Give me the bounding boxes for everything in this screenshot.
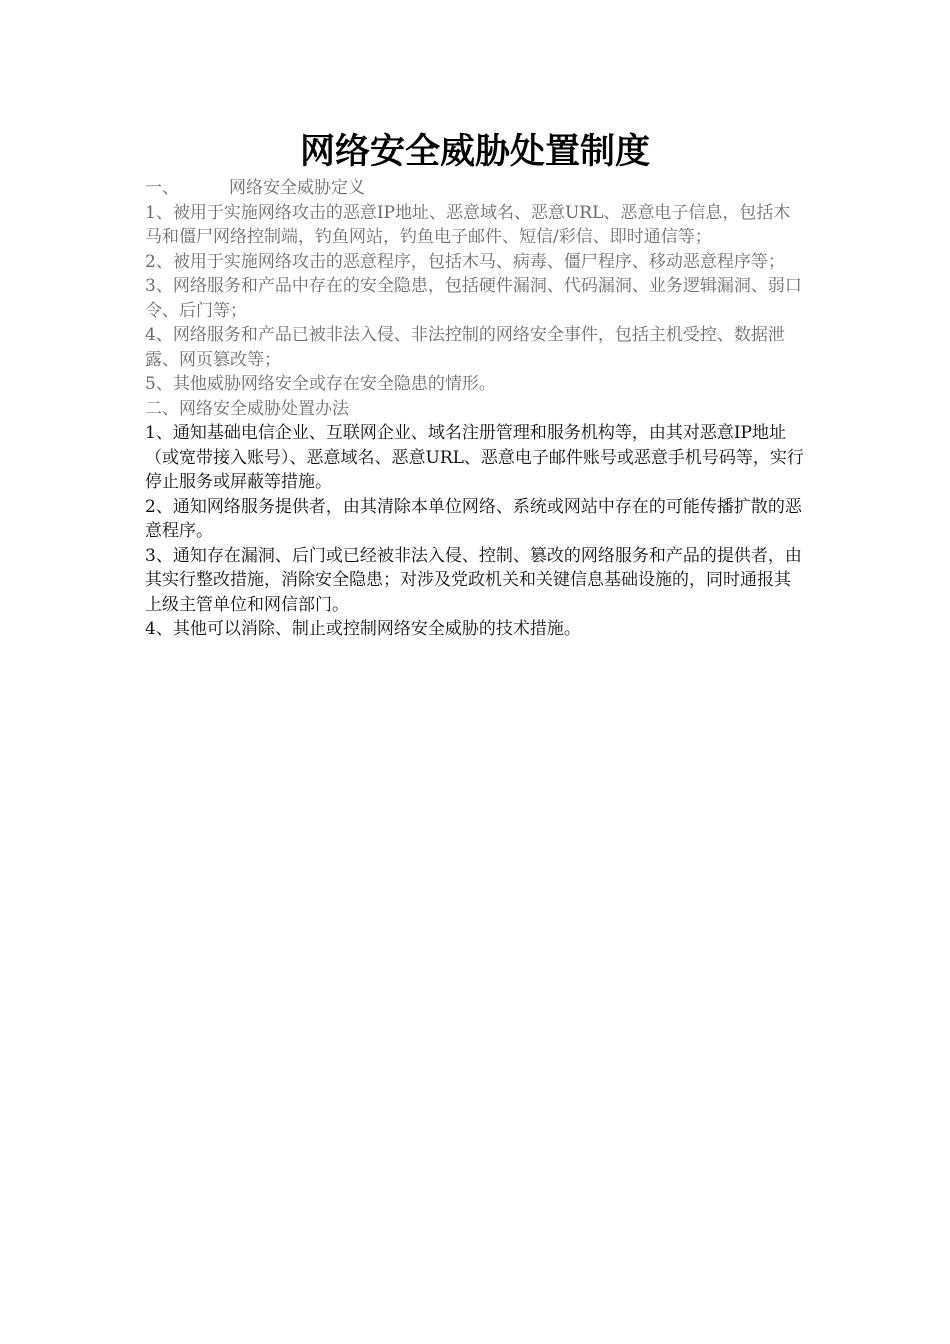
section-1-heading-text: 网络安全威胁定义 [229,178,365,198]
section-2-item: 3、通知存在漏洞、后门或已经被非法入侵、控制、篡改的网络服务和产品的提供者，由其实行整改措施，消除安全隐患；对涉及党政机关和关键信息基础设施的，同时通报其上级主管单位和网信部门。 [145,545,802,615]
section-1-item: 1、被用于实施网络攻击的恶意IP地址、恶意域名、恶意URL、恶意电子信息，包括木马和僵尸网络控制端，钓鱼网站，钓鱼电子邮件、短信/彩信、即时通信等； [145,202,791,247]
section-1-item: 4、网络服务和产品已被非法入侵、非法控制的网络安全事件，包括主机受控、数据泄露、网页篡改等； [145,325,785,370]
document-body [145,176,807,642]
section-1-item: 3、网络服务和产品中存在的安全隐患，包括硬件漏洞、代码漏洞、业务逻辑漏洞、弱口令、后门等； [145,276,802,321]
section-2-item: 4、其他可以消除、制止或控制网络安全威胁的技术措施。 [145,619,581,639]
section-2-item: 1、通知基础电信企业、互联网企业、域名注册管理和服务机构等，由其对恶意IP地址（或宽带接入账号）、恶意域名、恶意URL、恶意电子邮件账号或恶意手机号码等，实行停止服务或屏蔽等措施。 [145,423,804,492]
section-2-heading: 二、网络安全威胁处置办法 [145,398,349,419]
section-1-item: 2、被用于实施网络攻击的恶意程序，包括木马、病毒、僵尸程序、移动恶意程序等； [145,251,785,272]
section-1-heading [145,176,807,201]
section-1-number: 一、 [145,178,179,198]
document-title: 网络安全威胁处置制度 [299,132,650,172]
section-2-item: 2、通知网络服务提供者，由其清除本单位网络、系统或网站中存在的可能传播扩散的恶意程序。 [145,496,802,541]
section-1-item: 5、其他威胁网络安全或存在安全隐患的情形。 [145,374,496,394]
